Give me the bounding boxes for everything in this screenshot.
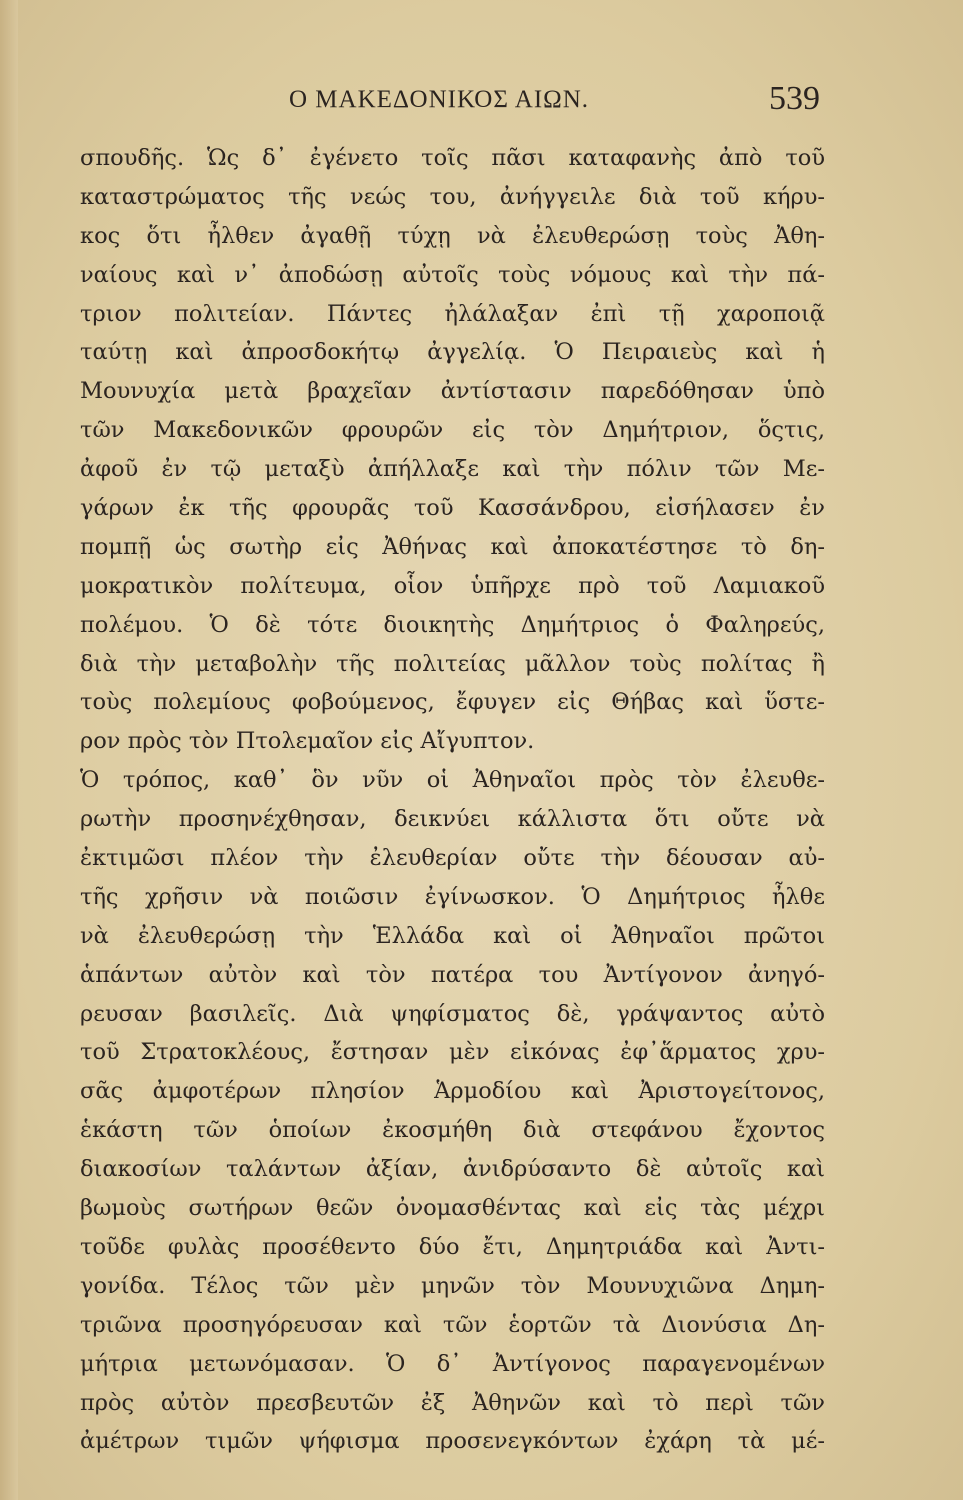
text-line: τοῦ Στρατοκλέους, ἔστησαν μὲν εἰκόνας ἐφ᾽ἅρματος χρυ-	[80, 1039, 825, 1066]
text-line: διὰ τὴν μεταβολὴν τῆς πολιτείας μᾶλλον τοὺς πολίτας ἢ	[80, 650, 825, 677]
page-binding-edge	[0, 0, 18, 1500]
text-line: τοὺς πολεμίους φοβούμενος, ἔφυγεν εἰς Θήβας καὶ ὕστε-	[80, 689, 825, 716]
text-line: ἁπάντων αὐτὸν καὶ τὸν πατέρα του Ἀντίγονον ἀνηγό-	[80, 961, 825, 988]
text-line: πρὸς αὐτὸν πρεσβευτῶν ἐξ Ἀθηνῶν καὶ τὸ περὶ τῶν	[80, 1389, 825, 1416]
text-line: μήτρια μετωνόμασαν. Ὁ δ᾽ Ἀντίγονος παραγενομένων	[80, 1350, 825, 1377]
text-line: σπουδῆς. Ὡς δ᾽ ἐγένετο τοῖς πᾶσι καταφανὴς ἀπὸ τοῦ	[80, 145, 825, 171]
text-line: γάρων ἐκ τῆς φρουρᾶς τοῦ Κασσάνδρου, εἰσήλασεν ἐν	[80, 495, 825, 522]
text-line: ταύτῃ καὶ ἀπροσδοκήτῳ ἀγγελίᾳ. Ὁ Πειραιεὺς καὶ ἡ	[80, 339, 825, 366]
text-line: πομπῇ ὡς σωτὴρ εἰς Ἀθήνας καὶ ἀποκατέστησε τὸ δη-	[80, 533, 825, 560]
text-line: ἑκάστη τῶν ὁποίων ἐκοσμήθη διὰ στεφάνου ἔχοντος	[80, 1117, 825, 1144]
text-line: κος ὅτι ἦλθεν ἀγαθῇ τύχῃ νὰ ἐλευθερώσῃ τοὺς Ἀθη-	[80, 222, 825, 249]
text-line: ἀφοῦ ἐν τῷ μεταξὺ ἀπήλλαξε καὶ τὴν πόλιν τῶν Με-	[80, 456, 825, 483]
text-line: πολέμου. Ὁ δὲ τότε διοικητὴς Δημήτριος ὁ Φαληρεύς,	[80, 611, 825, 638]
running-head	[80, 80, 820, 124]
running-head-title: Ο ΜΑΚΕΔΟΝΙΚΟΣ ΑΙΩΝ.	[289, 86, 590, 113]
text-line: βωμοὺς σωτήρων θεῶν ὀνομασθέντας καὶ εἰς τὰς μέχρι	[80, 1195, 825, 1222]
text-line: τῆς χρῆσιν νὰ ποιῶσιν ἐγίνωσκον. Ὁ Δημήτριος ἦλθε	[80, 883, 825, 910]
text-line: μοκρατικὸν πολίτευμα, οἷον ὑπῆρχε πρὸ τοῦ Λαμιακοῦ	[80, 572, 825, 599]
text-line: ἐκτιμῶσι πλέον τὴν ἐλευθερίαν οὔτε τὴν δέουσαν αὐ-	[80, 845, 825, 872]
text-line: τοῦδε φυλὰς προσέθεντο δύο ἔτι, Δημητριάδα καὶ Ἀντι-	[80, 1233, 825, 1260]
text-line: τριῶνα προσηγόρευσαν καὶ τῶν ἑορτῶν τὰ Διονύσια Δη-	[80, 1311, 825, 1338]
text-line: Μουνυχία μετὰ βραχεῖαν ἀντίστασιν παρεδόθησαν ὑπὸ	[80, 378, 825, 405]
text-line: ἀμέτρων τιμῶν ψήφισμα προσενεγκόντων ἐχάρη τὰ μέ-	[80, 1428, 825, 1455]
text-line: καταστρώματος τῆς νεώς του, ἀνήγγειλε διὰ τοῦ κήρυ-	[80, 183, 825, 210]
text-line: τριον πολιτείαν. Πάντες ἠλάλαξαν ἐπὶ τῇ χαροποιᾷ	[80, 300, 825, 327]
text-line: γονίδα. Τέλος τῶν μὲν μηνῶν τὸν Μουνυχιῶνα Δημη-	[80, 1272, 825, 1299]
text-line: ρευσαν βασιλεῖς. Διὰ ψηφίσματος δὲ, γράψαντος αὐτὸ	[80, 1000, 825, 1027]
paragraph-end-line: ρον πρὸς τὸν Πτολεμαῖον εἰς Αἴγυπτον.	[80, 728, 535, 755]
text-line: τῶν Μακεδονικῶν φρουρῶν εἰς τὸν Δημήτριον, ὅςτις,	[80, 417, 825, 444]
text-line: νὰ ἐλευθερώσῃ τὴν Ἑλλάδα καὶ οἱ Ἀθηναῖοι πρῶτοι	[80, 922, 825, 949]
text-line: σᾶς ἀμφοτέρων πλησίον Ἁρμοδίου καὶ Ἀριστογείτονος,	[80, 1078, 825, 1105]
text-line: ρωτὴν προσηνέχθησαν, δεικνύει κάλλιστα ὅτι οὔτε νὰ	[80, 806, 825, 833]
text-line: ναίους καὶ ν᾽ ἀποδώσῃ αὐτοῖς τοὺς νόμους καὶ τὴν πά-	[80, 261, 825, 288]
page-number: 539	[769, 80, 820, 117]
body-text	[80, 139, 825, 1461]
text-line: διακοσίων ταλάντων ἀξίαν, ἀνιδρύσαντο δὲ αὐτοῖς καὶ	[80, 1156, 825, 1183]
paragraph-start-line: Ὁ τρόπος, καθ᾽ ὃν νῦν οἱ Ἀθηναῖοι πρὸς τὸν ἐλευθε-	[80, 767, 825, 794]
